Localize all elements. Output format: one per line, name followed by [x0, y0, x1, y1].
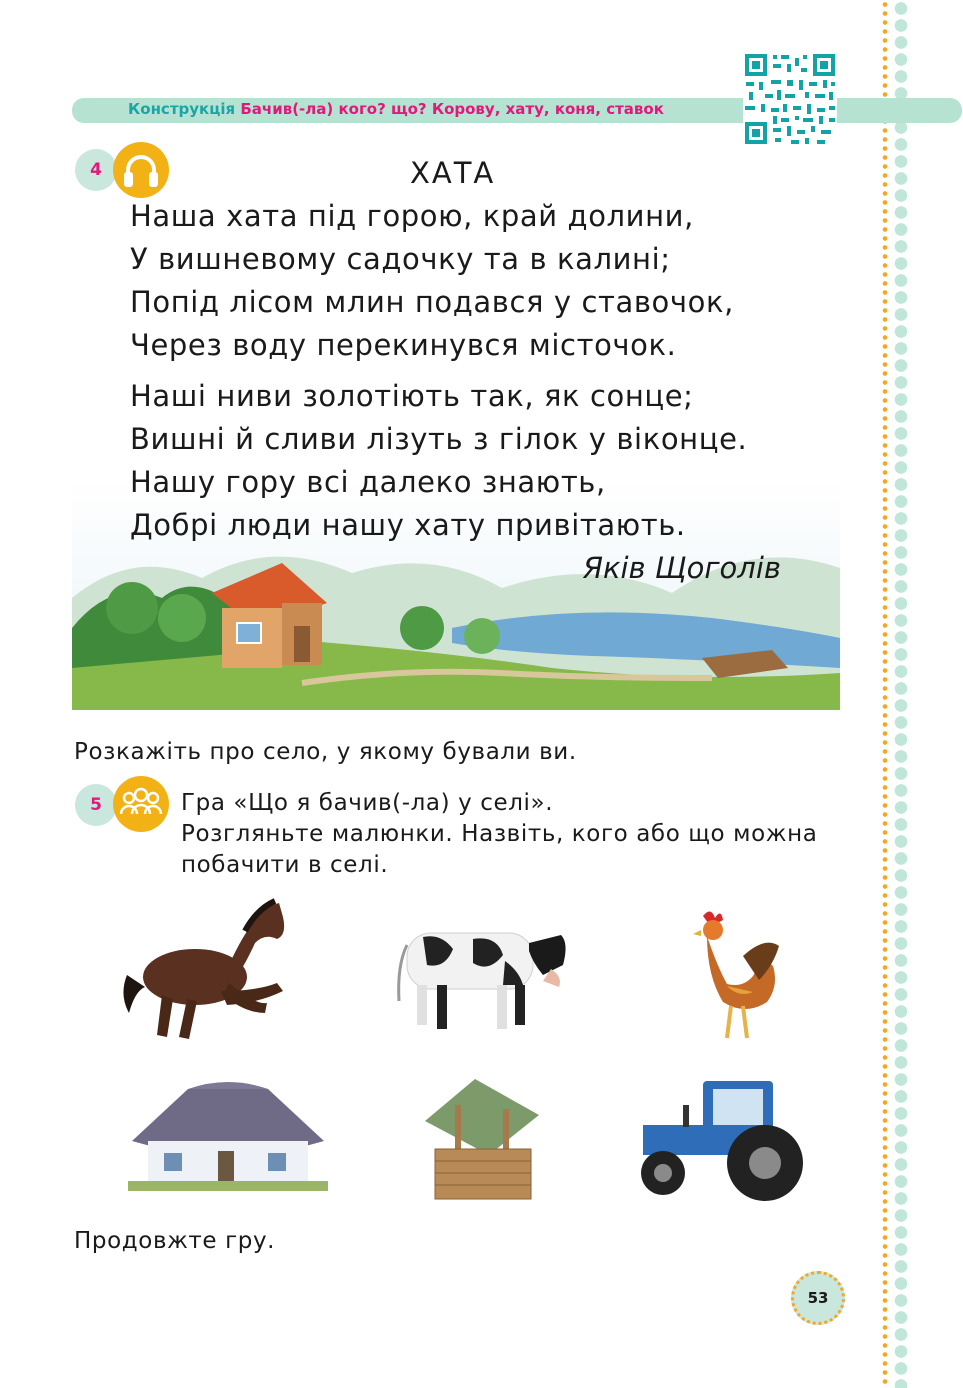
- poem-line: Нашу гору всі далеко знають,: [130, 465, 606, 499]
- poem-title: ХАТА: [410, 156, 496, 190]
- poem-line: Добрі люди нашу хату привітають.: [130, 508, 686, 542]
- poem-line: У вишневому садочку та в калині;: [130, 242, 671, 276]
- task-4-number: 4: [75, 149, 117, 191]
- header-construction: [128, 100, 664, 118]
- poem-line: Вишні й сливи лізуть з гілок у віконце.: [130, 422, 748, 456]
- headphones-icon: [113, 142, 169, 198]
- headphones-icon-badge[interactable]: [113, 142, 169, 198]
- poem-line: Попід лісом млин подався у ставочок,: [130, 285, 734, 319]
- cow-picture: [393, 915, 577, 1037]
- header-construction-text: Бачив(-ла) кого? що? Корову, хату, коня, ставок: [240, 100, 664, 118]
- task-5-line: Розгляньте малюнки. Назвіть, кого або що можна: [181, 821, 818, 847]
- qr-code[interactable]: [743, 52, 837, 146]
- header-keyword: Конструкція: [128, 100, 236, 118]
- poem-line: Наші ниви золотіють так, як сонце;: [130, 379, 694, 413]
- discussion-prompt: Розкажіть про село, у якому бували ви.: [74, 739, 577, 765]
- horse-picture: [117, 895, 292, 1050]
- poem-line: Наша хата під горою, край долини,: [130, 199, 694, 233]
- page-number: 53: [791, 1271, 845, 1325]
- continue-game-text: Продовжте гру.: [74, 1228, 276, 1254]
- green-dotted-border: [893, 0, 909, 1388]
- orange-dotted-border: [881, 0, 889, 1388]
- poem-line: Через воду перекинувся місточок.: [130, 328, 677, 362]
- group-icon-badge: [113, 776, 169, 832]
- task-5-line: побачити в селі.: [181, 852, 389, 878]
- task-5-number: 5: [75, 784, 117, 826]
- rooster-picture: [683, 906, 783, 1046]
- poem-author: Яків Щоголів: [582, 551, 781, 585]
- well-picture: [415, 1075, 549, 1203]
- thatched-house-picture: [128, 1075, 328, 1195]
- task-5-line: Гра «Що я бачив(-ла) у селі».: [181, 790, 554, 816]
- group-icon: [113, 776, 169, 832]
- tractor-picture: [633, 1075, 809, 1205]
